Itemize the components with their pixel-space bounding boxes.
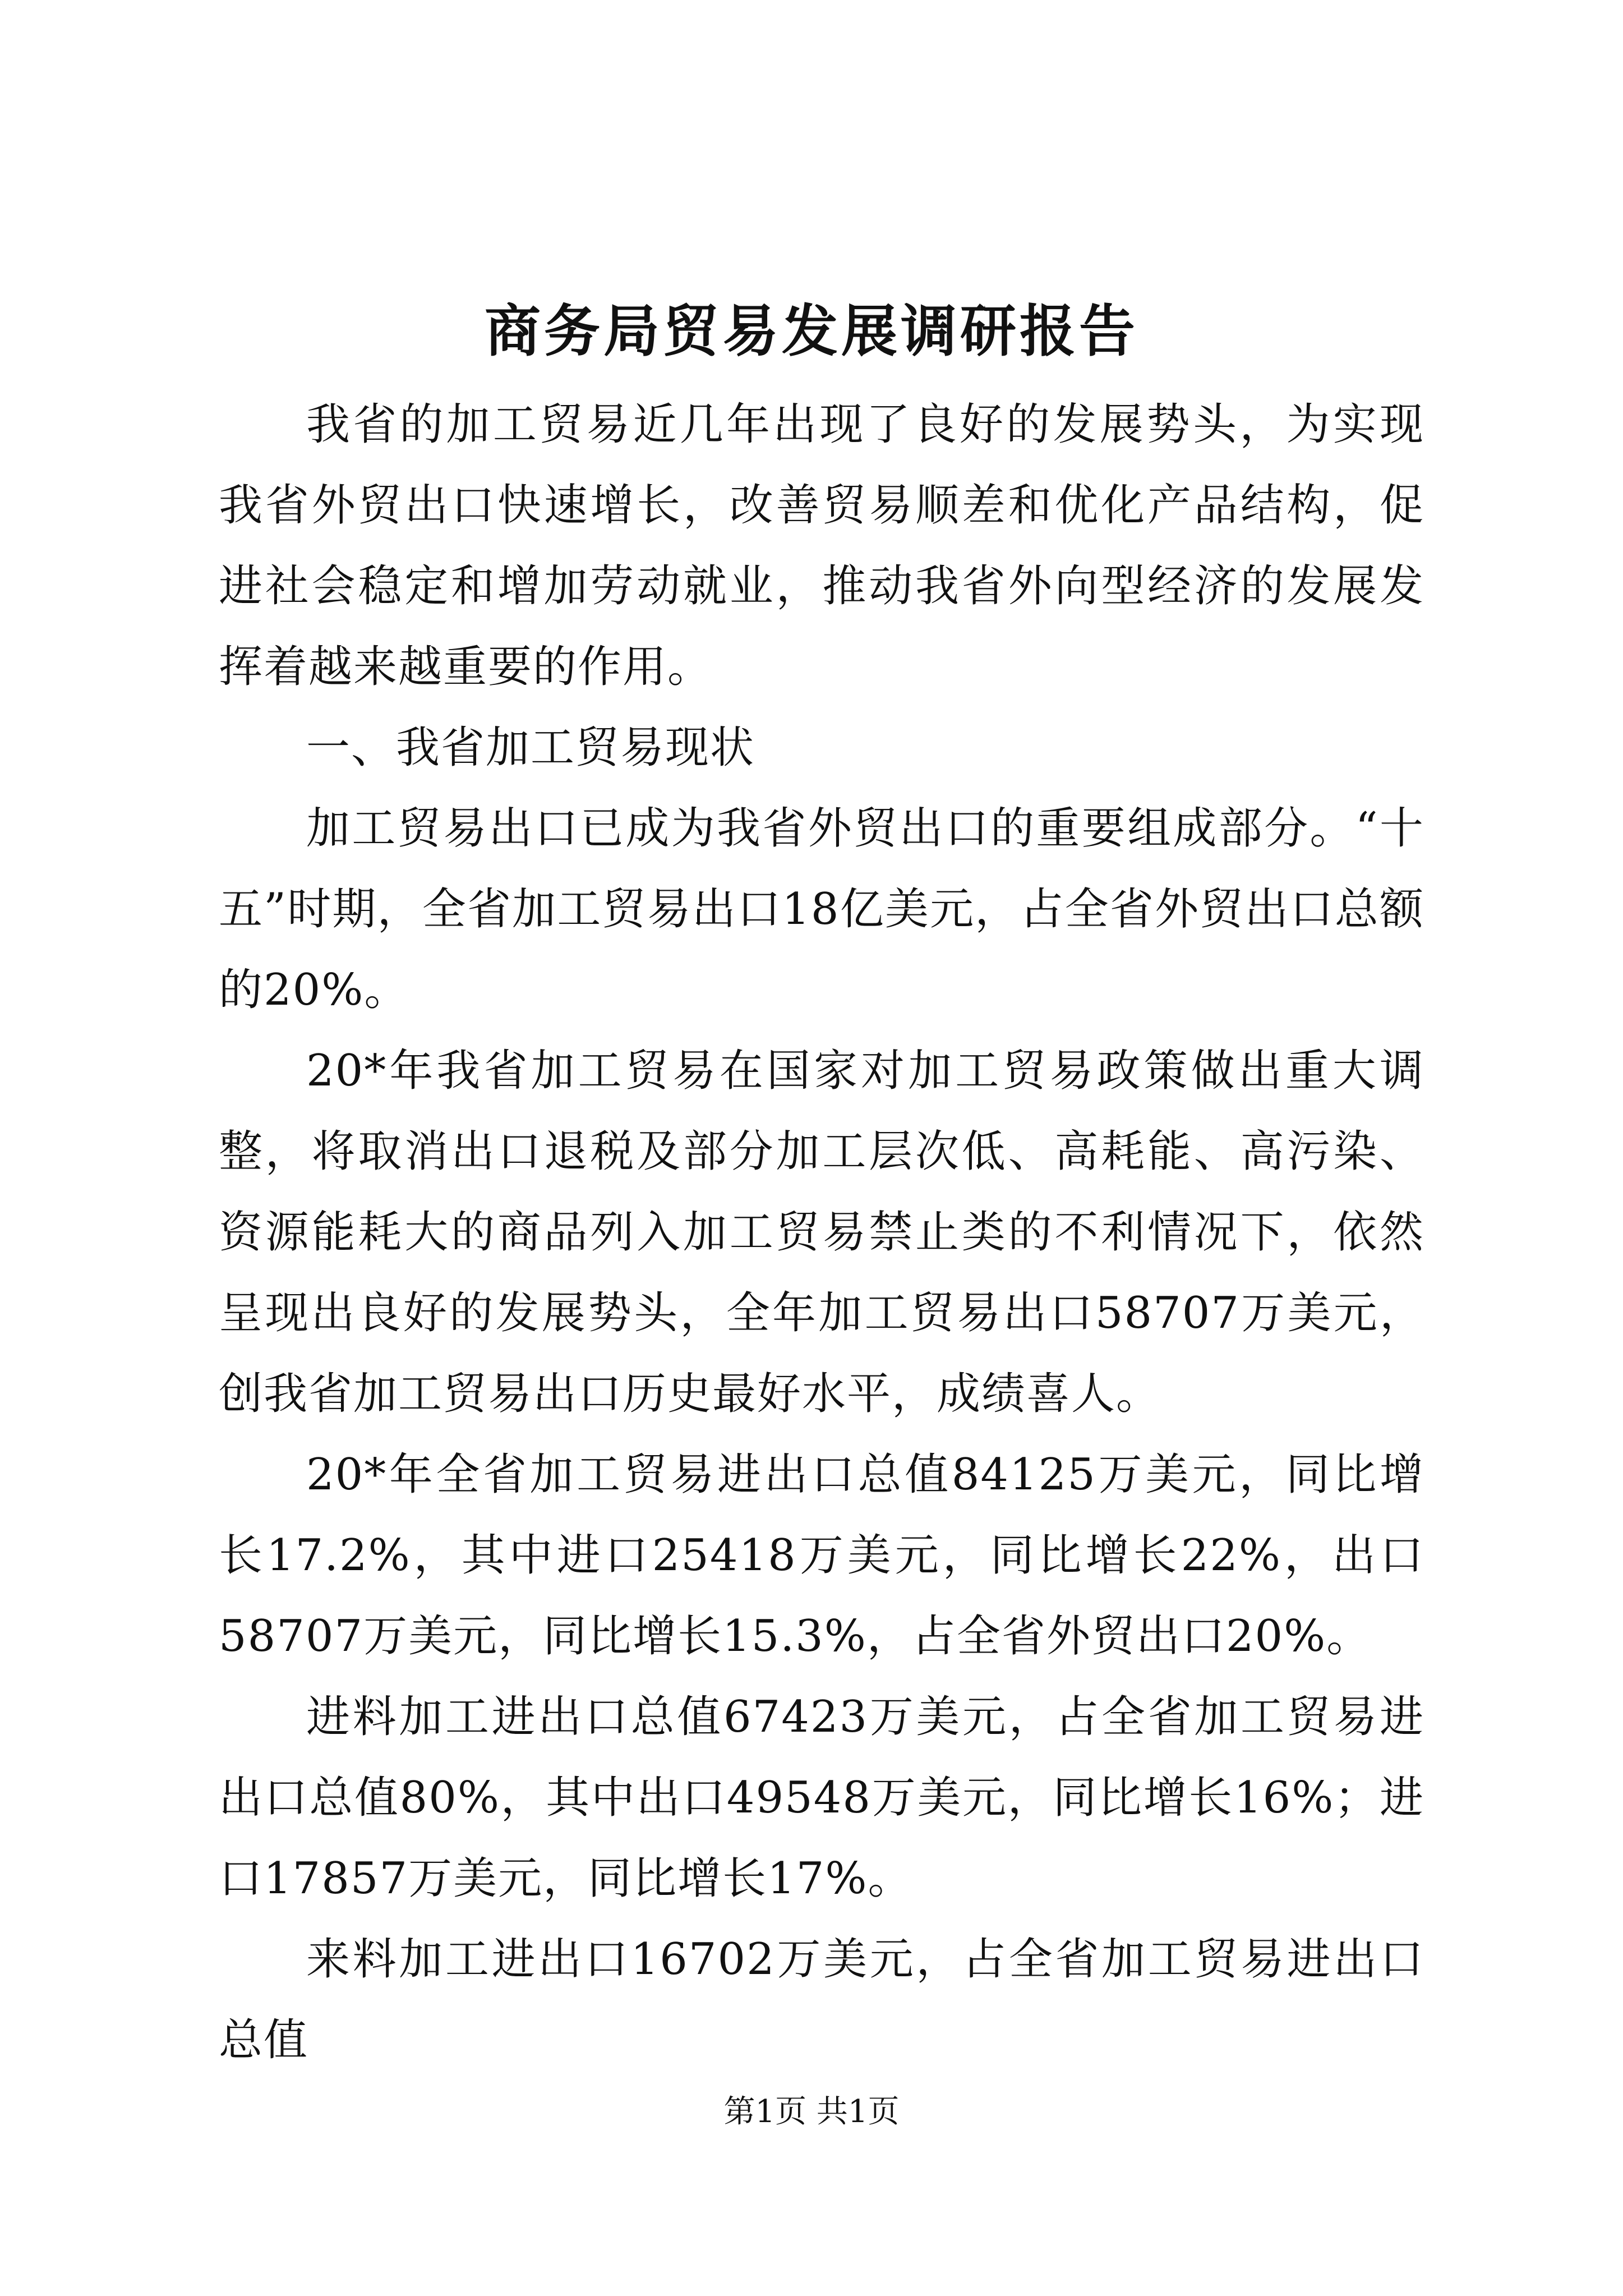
paragraph-supplied-materials: 来料加工进出口16702万美元，占全省加工贸易进出口总值 — [219, 1934, 1424, 2065]
paragraph-imported-materials: 进料加工进出口总值67423万美元，占全省加工贸易进出口总值80%，其中出口49548万美元，同比增长16%；进口17857万美元，同比增长17%。 — [219, 1692, 1424, 1904]
paragraph-intro: 我省的加工贸易近几年出现了良好的发展势头，为实现我省外贸出口快速增长，改善贸易顺差和优化产品结构，促进社会稳定和增加劳动就业，推动我省外向型经济的发展发挥着越来越重要的作用。 — [219, 399, 1424, 692]
paragraph-total-trade: 20*年全省加工贸易进出口总值84125万美元，同比增长17.2%，其中进口25418万美元，同比增长22%，出口58707万美元，同比增长15.3%，占全省外贸出口20%。 — [219, 1450, 1424, 1662]
section-heading-status: 一、我省加工贸易现状 — [306, 723, 755, 773]
paragraph-export-share: 加工贸易出口已成为我省外贸出口的重要组成部分。“十五”时期，全省加工贸易出口18亿美元，占全省外贸出口总额的20%。 — [219, 803, 1424, 1015]
document-title: 商务局贸易发展调研报告 — [485, 298, 1138, 364]
paragraph-policy-adjustment: 20*年我省加工贸易在国家对加工贸易政策做出重大调整，将取消出口退税及部分加工层次低、高耗能、高污染、资源能耗大的商品列入加工贸易禁止类的不利情况下，依然呈现出良好的发展势头，全年加工贸易出口58707万美元，创我省加工贸易出口历史最好水平，成绩喜人。 — [219, 1046, 1424, 1419]
document-body — [219, 384, 1424, 2081]
page-footer: 第1页 共1页 — [723, 2093, 900, 2130]
